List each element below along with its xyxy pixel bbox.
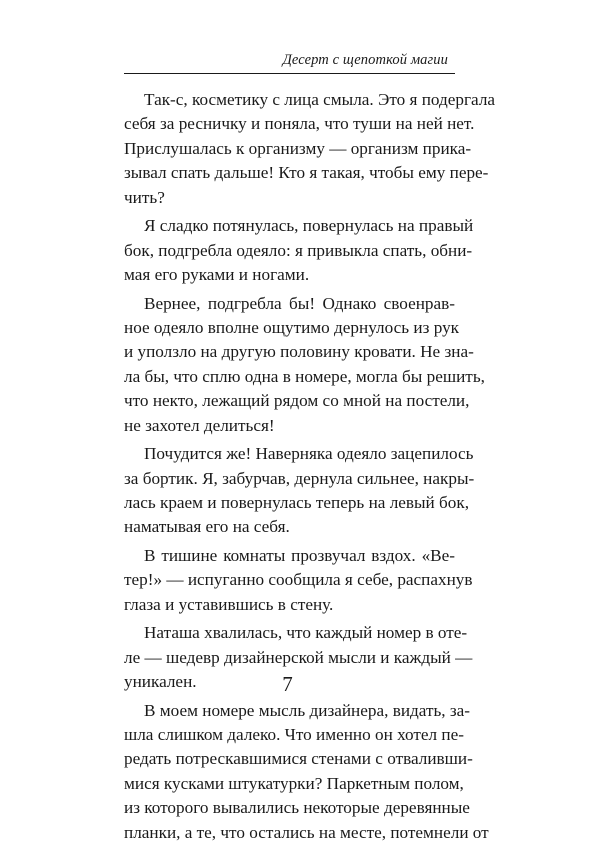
text-line: не захотел делиться!	[124, 414, 455, 438]
text-line: бок, подгребла одеяло: я привыкла спать, обни-	[124, 239, 455, 263]
text-line: Так-с, косметику с лица смыла. Это я подергала	[124, 88, 455, 112]
text-line: В моем номере мысль дизайнера, видать, за-	[124, 699, 455, 723]
paragraph	[124, 544, 455, 617]
text-line: чить?	[124, 186, 455, 210]
text-line: ле — шедевр дизайнерской мысли и каждый —	[124, 646, 455, 670]
text-line: редать потрескавшимися стенами с отваливши-	[124, 747, 455, 771]
text-line: Вернее, подгребла бы! Однако своенрав-	[124, 292, 455, 316]
text-line: мися кусками штукатурки? Паркетным полом,	[124, 772, 455, 796]
text-line: тер!» — испуганно сообщила я себе, распахнув	[124, 568, 455, 592]
paragraph	[124, 699, 455, 845]
paragraph	[124, 214, 455, 287]
text-line: ное одеяло вполне ощутимо дернулось из рук	[124, 316, 455, 340]
text-line: В тишине комнаты прозвучал вздох. «Ве-	[124, 544, 455, 568]
text-line: уникален.	[124, 670, 455, 694]
header-divider	[124, 73, 455, 74]
text-line: глаза и уставившись в стену.	[124, 593, 455, 617]
paragraph	[124, 88, 455, 210]
text-line: планки, а те, что остались на месте, потемнели от	[124, 821, 455, 845]
text-line: лась краем и повернулась теперь на левый бок,	[124, 491, 455, 515]
text-line: наматывая его на себя.	[124, 515, 455, 539]
text-line: Почудится же! Наверняка одеяло зацепилось	[124, 442, 455, 466]
paragraph	[124, 292, 455, 439]
text-line: шла слишком далеко. Что именно он хотел пе-	[124, 723, 455, 747]
text-line: себя за ресничку и поняла, что туши на ней нет.	[124, 112, 455, 136]
paragraph	[124, 442, 455, 540]
text-line: зывал спать дальше! Кто я такая, чтобы ему пере-	[124, 161, 455, 185]
text-line: за бортик. Я, забурчав, дернула сильнее, накры-	[124, 467, 455, 491]
text-line: из которого вывалились некоторые деревянные	[124, 796, 455, 820]
text-line: ла бы, что сплю одна в номере, могла бы решить,	[124, 365, 455, 389]
text-line: Я сладко потянулась, повернулась на правый	[124, 214, 455, 238]
running-header-title: Десерт с щепоткой магии	[283, 52, 448, 69]
text-line: Наташа хвалилась, что каждый номер в оте-	[124, 621, 455, 645]
text-line: Прислушалась к организму — организм прика-	[124, 137, 455, 161]
page-number: 7	[0, 672, 575, 697]
body-text	[124, 88, 455, 845]
text-line: мая его руками и ногами.	[124, 263, 455, 287]
text-line: что некто, лежащий рядом со мной на постели,	[124, 389, 455, 413]
text-line: и уползло на другую половину кровати. Не зна-	[124, 340, 455, 364]
